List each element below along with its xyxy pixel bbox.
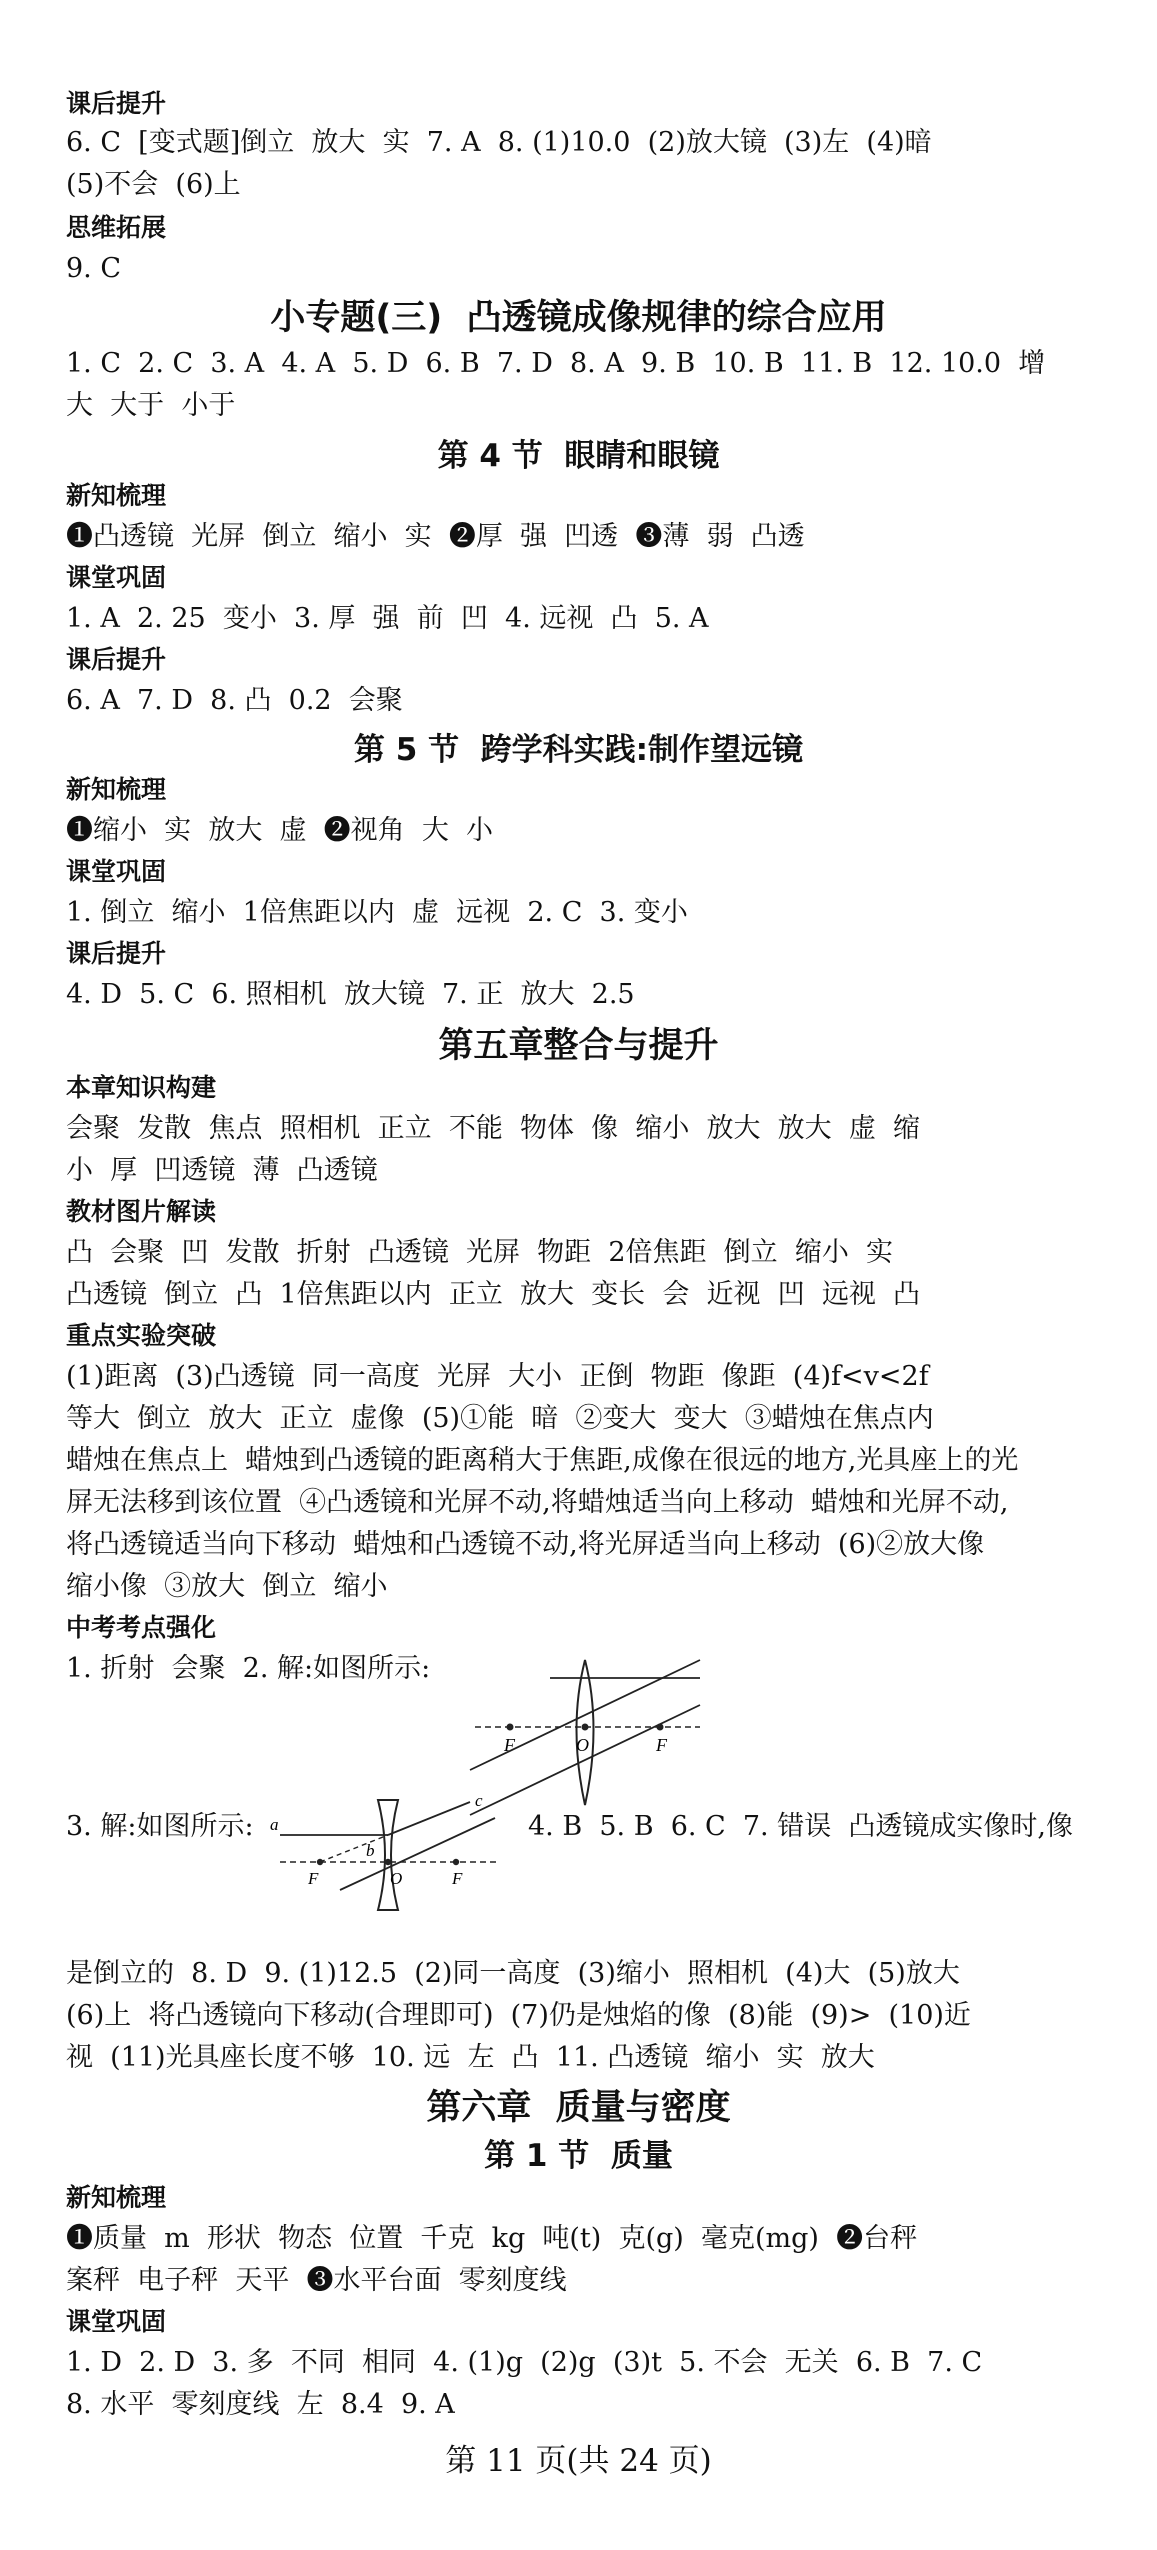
answer-line: 3. 解:如图所示: [66,1811,254,1842]
answer-line: 1. 倒立 缩小 1倍焦距以内 虚 远视 2. C 3. 变小 [66,897,688,928]
label-a: a [270,1815,279,1834]
section-label-thinking: 思维拓展 [66,213,167,242]
section-heading: 第 1 节 质量 [484,2138,673,2174]
section-heading: 第 5 节 跨学科实践:制作望远镜 [353,732,804,768]
convex-lens [577,1660,594,1805]
section-label: 本章知识构建 [66,1073,217,1102]
answer-line: (6)上 将凸透镜向下移动(合理即可) (7)仍是烛焰的像 (8)能 (9)> (10)近 [66,2000,971,2031]
answer-line: 4. D 5. C 6. 照相机 放大镜 7. 正 放大 2.5 [66,979,635,1010]
concave-lens-ray-diagram [270,1790,505,1915]
section-label: 课后提升 [66,939,167,968]
answer-line: 大 大于 小于 [66,390,236,421]
ray-b [340,1818,495,1890]
answer-line: 8. 水平 零刻度线 左 8.4 9. A [66,2389,455,2420]
section-label: 重点实验突破 [66,1321,217,1350]
answer-line: 缩小像 ③放大 倒立 缩小 [66,1571,388,1602]
answer-line: 6. A 7. D 8. 凸 0.2 会聚 [66,685,403,716]
label-o: O [390,1869,403,1888]
focal-point-left [317,1859,323,1865]
section-label: 中考考点强化 [66,1613,217,1642]
focal-point-right [657,1724,664,1731]
chapter-heading: 第六章 质量与密度 [426,2088,731,2128]
focal-point-left [507,1724,514,1731]
ray-extension [320,1835,388,1862]
answer-line: 9. C [66,253,122,284]
answer-line: 案秤 电子秤 天平 ❸水平台面 零刻度线 [66,2265,567,2296]
answer-line: 1. 折射 会聚 2. 解:如图所示: [66,1653,431,1684]
section-label: 新知梳理 [66,481,167,510]
answer-line: 屏无法移到该位置 ④凸透镜和光屏不动,将蜡烛适当向上移动 蜡烛和光屏不动, [66,1487,1009,1518]
label-f-right: F [452,1869,463,1888]
answer-line: 1. A 2. 25 变小 3. 厚 强 前 凹 4. 远视 凸 5. A [66,603,709,634]
label-f-right: F [656,1735,667,1755]
section-label: 课堂巩固 [66,2307,167,2336]
answer-line: 等大 倒立 放大 正立 虚像 (5)①能 暗 ②变大 变大 ③蜡烛在焦点内 [66,1403,934,1434]
topic-heading: 小专题(三) 凸透镜成像规律的综合应用 [270,298,887,338]
label-f-left: F [504,1735,515,1755]
section-label: 课堂巩固 [66,857,167,886]
label-c: c [475,1791,483,1810]
section-label: 教材图片解读 [66,1197,217,1226]
ray-c [388,1802,470,1835]
label-b: b [366,1841,375,1860]
concave-lens [378,1800,398,1910]
section-label-after-class: 课后提升 [66,89,167,118]
section-label: 课后提升 [66,645,167,674]
optical-center [582,1724,589,1731]
answer-line: 6. C [变式题]倒立 放大 实 7. A 8. (1)10.0 (2)放大镜 (3)左 (4)暗 [66,127,932,158]
label-o: O [576,1735,589,1755]
page-footer: 第 11 页(共 24 页) [445,2443,712,2479]
answer-line: 1. D 2. D 3. 多 不同 相同 4. (1)g (2)g (3)t 5. 不会 无关 6. B 7. C [66,2347,983,2378]
section-label: 新知梳理 [66,2183,167,2212]
answer-line: 将凸透镜适当向下移动 蜡烛和凸透镜不动,将光屏适当向上移动 (6)②放大像 [66,1529,985,1560]
answer-line: ❶缩小 实 放大 虚 ❷视角 大 小 [66,815,493,846]
answer-line: 蜡烛在焦点上 蜡烛到凸透镜的距离稍大于焦距,成像在很远的地方,光具座上的光 [66,1445,1019,1476]
chapter-summary-heading: 第五章整合与提升 [438,1026,719,1066]
answer-line: 4. B 5. B 6. C 7. 错误 凸透镜成实像时,像 [528,1811,1073,1842]
section-label: 新知梳理 [66,775,167,804]
answer-line: 会聚 发散 焦点 照相机 正立 不能 物体 像 缩小 放大 放大 虚 缩 [66,1113,920,1144]
answer-line: 是倒立的 8. D 9. (1)12.5 (2)同一高度 (3)缩小 照相机 (4)大 (5)放大 [66,1958,960,1989]
answer-line: (5)不会 (6)上 [66,169,241,200]
answer-line: 1. C 2. C 3. A 4. A 5. D 6. B 7. D 8. A 9. B 10. B 11. B 12. 10.0 增 [66,348,1046,379]
section-heading: 第 4 节 眼睛和眼镜 [437,438,720,474]
optical-center [385,1859,391,1865]
answer-line: (1)距离 (3)凸透镜 同一高度 光屏 大小 正倒 物距 像距 (4)f<v<2f [66,1361,929,1392]
answer-line: 小 厚 凹透镜 薄 凸透镜 [66,1155,378,1186]
focal-point-right [453,1859,459,1865]
answer-line: ❶凸透镜 光屏 倒立 缩小 实 ❷厚 强 凹透 ❸薄 弱 凸透 [66,521,805,552]
answer-line: ❶质量 m 形状 物态 位置 千克 kg 吨(t) 克(g) 毫克(mg) ❷台秤 [66,2223,918,2254]
label-f-left: F [308,1869,319,1888]
answer-line: 凸 会聚 凹 发散 折射 凸透镜 光屏 物距 2倍焦距 倒立 缩小 实 [66,1237,893,1268]
answer-line: 视 (11)光具座长度不够 10. 远 左 凸 11. 凸透镜 缩小 实 放大 [66,2042,875,2073]
section-label: 课堂巩固 [66,563,167,592]
answer-line: 凸透镜 倒立 凸 1倍焦距以内 正立 放大 变长 会 近视 凹 远视 凸 [66,1279,920,1310]
